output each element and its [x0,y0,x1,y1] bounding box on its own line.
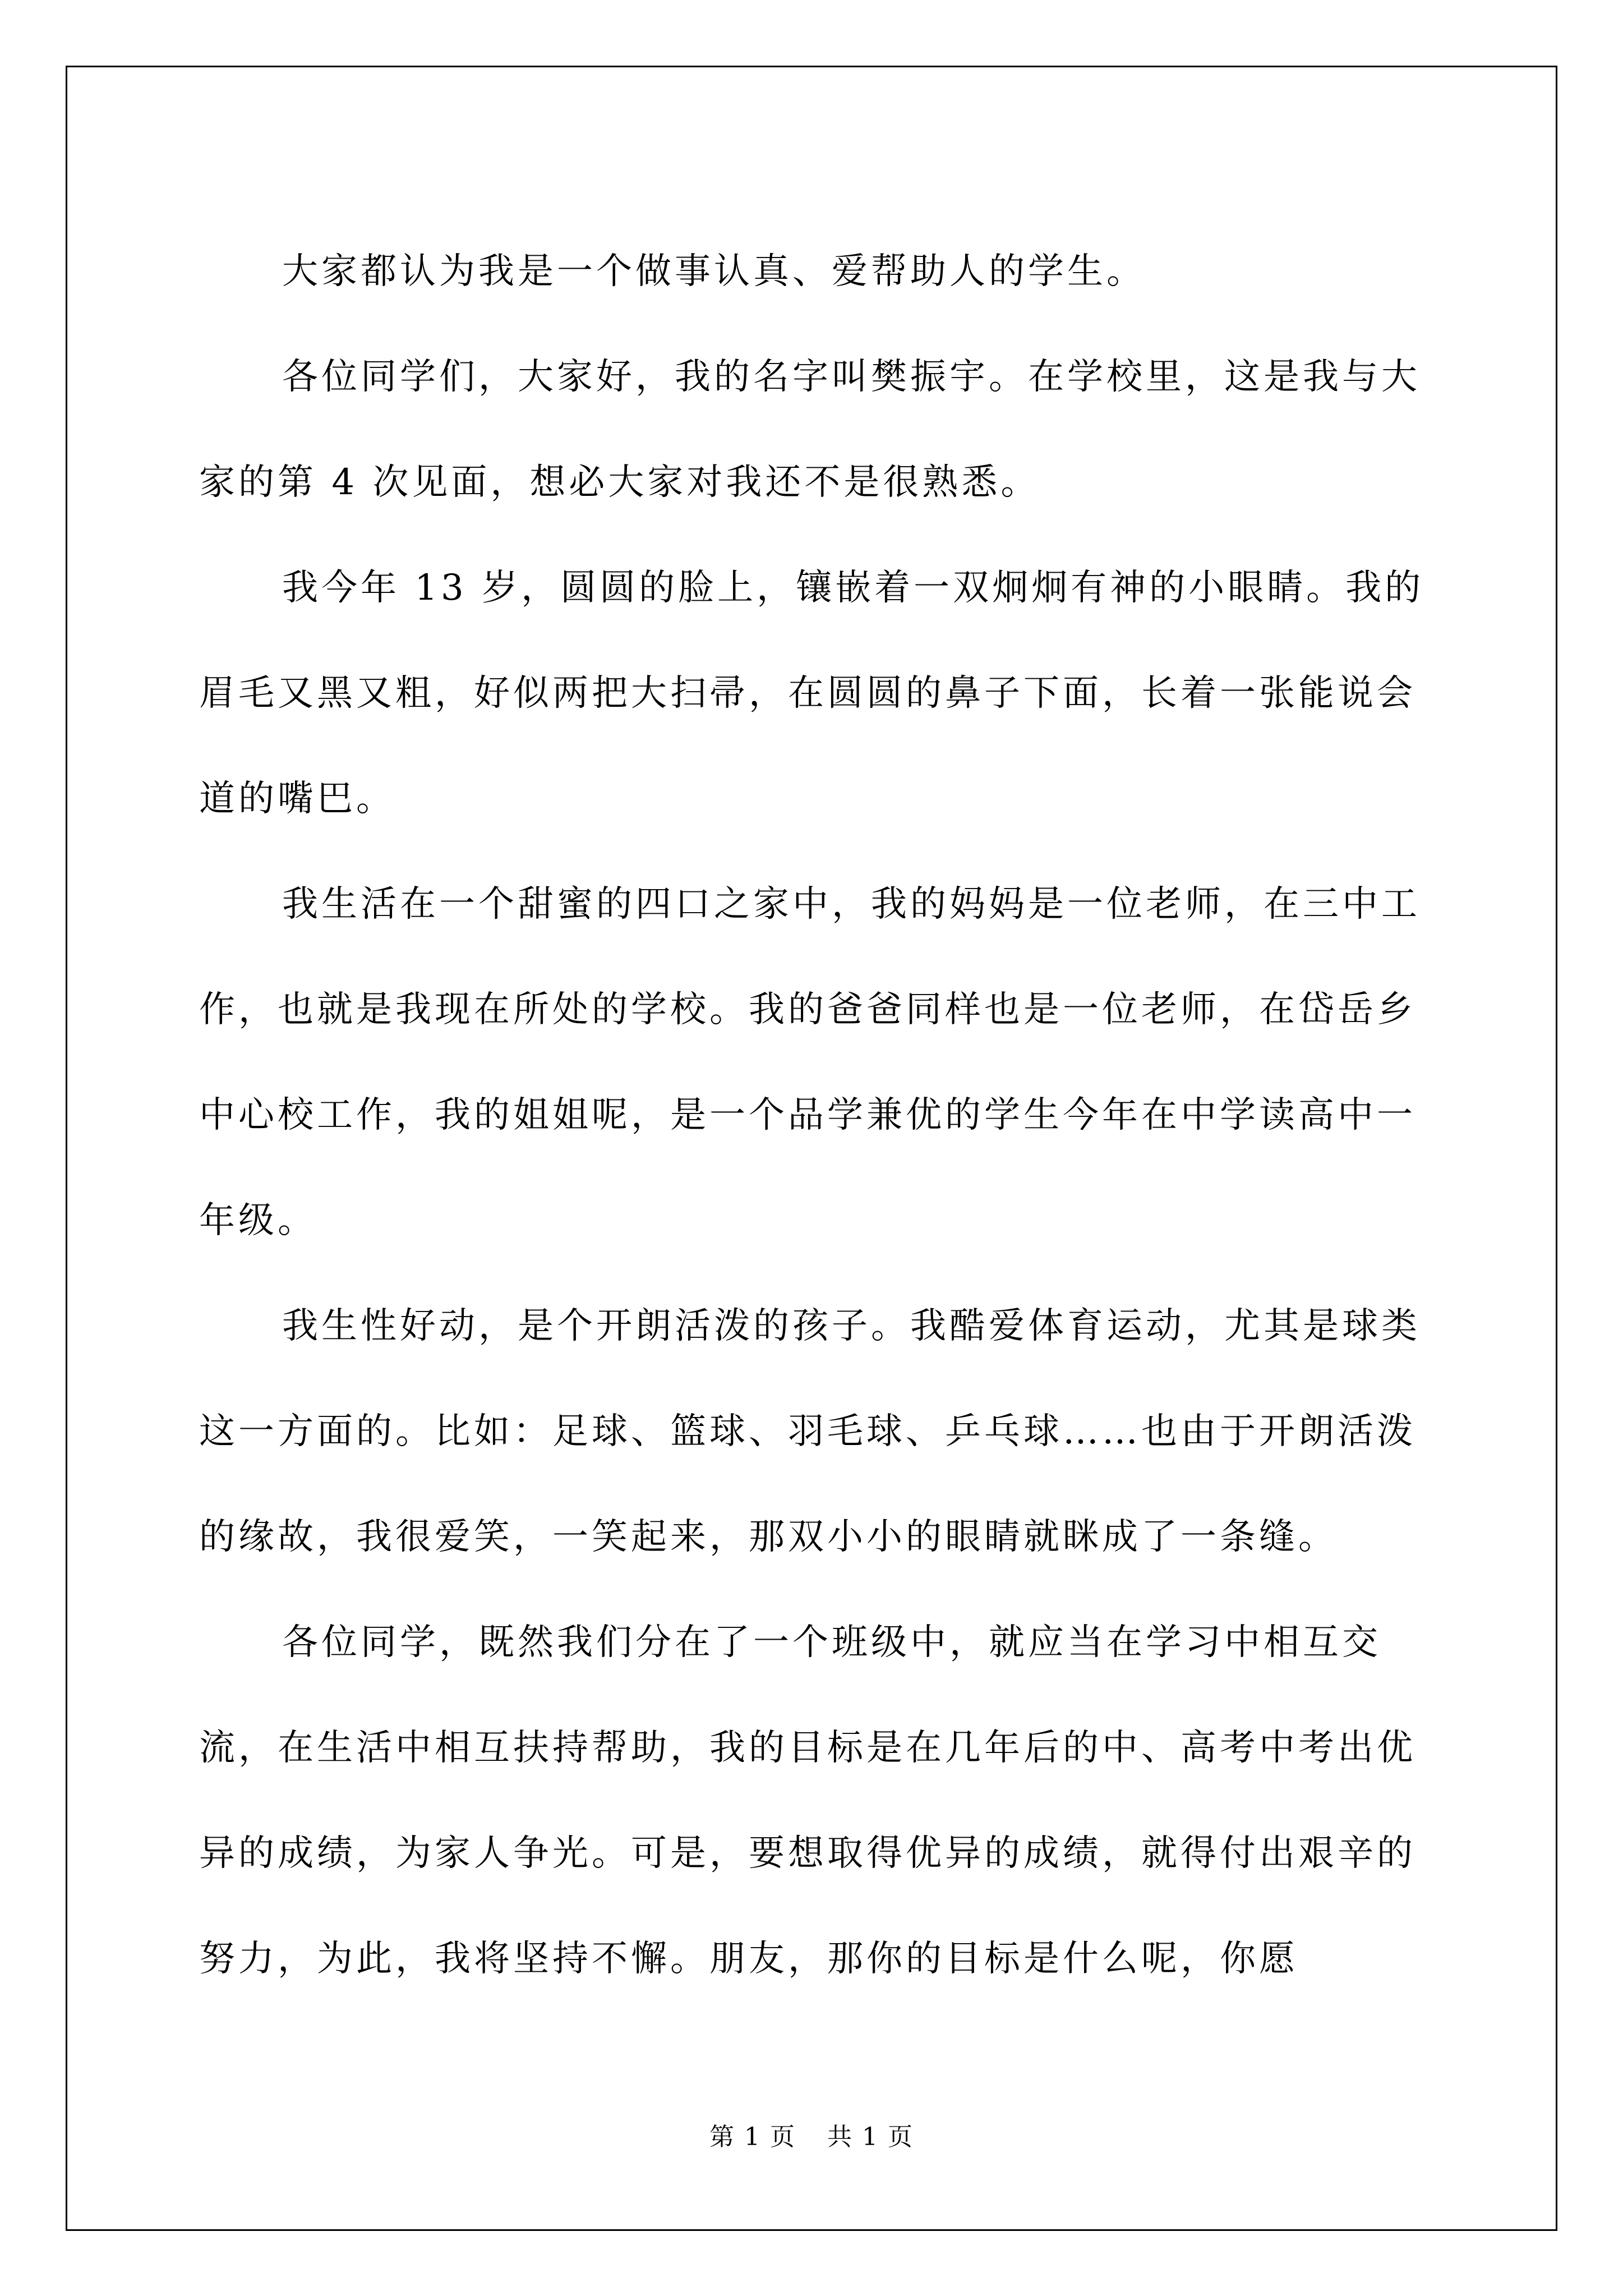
document-body [199,219,1433,2012]
paragraph: 我今年 13 岁，圆圆的脸上，镶嵌着一双炯炯有神的小眼睛。我的眉毛又黑又粗，好似两把大扫帚，在圆圆的鼻子下面，长着一张能说会道的嘴巴。 [199,567,1424,820]
paragraph: 我生性好动，是个开朗活泼的孩子。我酷爱体育运动，尤其是球类这一方面的。比如：足球、篮球、羽毛球、乒乓球……也由于开朗活泼的缘故，我很爱笑，一笑起来，那双小小的眼睛就眯成了一条缝。 [199,1305,1421,1558]
page-number: 第 1 页 [709,2123,796,2151]
page-total: 共 1 页 [827,2123,914,2151]
paragraph: 各位同学，既然我们分在了一个班级中，就应当在学习中相互交流，在生活中相互扶持帮助，我的目标是在几年后的中、高考中考出优异的成绩，为家人争光。可是，要想取得优异的成绩，就得付出艰辛的努力，为此，我将坚持不懈。朋友，那你的目标是什么呢，你愿 [199,1622,1416,1980]
page-footer [0,2120,1623,2154]
paragraph: 大家都认为我是一个做事认真、爱帮助人的学生。 [282,251,1146,292]
paragraph: 我生活在一个甜蜜的四口之家中，我的妈妈是一位老师，在三中工作，也就是我现在所处的学校。我的爸爸同样也是一位老师，在岱岳乡中心校工作，我的姐姐呢，是一个品学兼优的学生今年在中学读高中一年级。 [199,884,1421,1241]
paragraph: 各位同学们，大家好，我的名字叫樊振宇。在学校里，这是我与大家的第 4 次见面，想必大家对我还不是很熟悉。 [199,356,1421,503]
